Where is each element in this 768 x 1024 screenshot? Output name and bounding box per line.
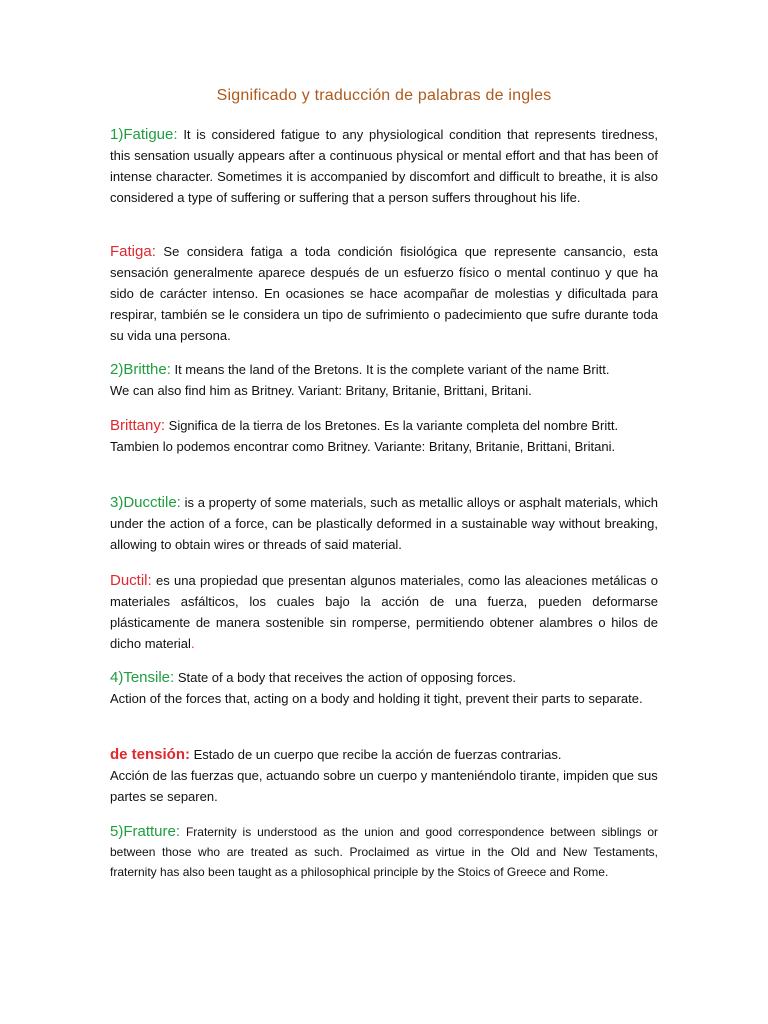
entry-fratture <box>110 822 658 882</box>
term-fatigue: 1)Fatigue: <box>110 126 178 143</box>
term-fatiga: Fatiga: <box>110 243 156 260</box>
entry-fatigue <box>110 124 658 208</box>
definition-de-tension-2: Acción de las fuerzas que, actuando sobre un cuerpo y manteniéndolo tirante, impiden que sus partes se separen. <box>110 768 658 804</box>
entry-fatiga <box>110 241 658 346</box>
term-ducctile: 3)Ducctile: <box>110 494 181 511</box>
term-britthe: 2)Britthe: <box>110 361 171 378</box>
definition-tensile: State of a body that receives the action of opposing forces. <box>174 670 517 685</box>
term-tensile: 4)Tensile: <box>110 669 175 686</box>
entry-tensile <box>110 667 658 709</box>
entry-ductil <box>110 570 658 654</box>
definition-ductil-period: . <box>190 636 195 651</box>
entry-britthe <box>110 359 630 401</box>
term-ductil: Ductil: <box>110 572 152 589</box>
term-brittany: Brittany: <box>110 417 166 434</box>
definition-fratture: Fraternity is understood as the union and good correspondence between siblings or between those who are treated as such. Proclaimed as virtue in the Old and New Testaments, fraternity has also been taught as a philosophical principle by the Stoics of Greece and Rome. <box>110 825 658 879</box>
term-fratture: 5)Fratture: <box>110 823 181 840</box>
document-title: Significado y traducción de palabras de ingles <box>216 87 552 104</box>
definition-fatiga: Se considera fatiga a toda condición fisiológica que represente cansancio, esta sensación generalmente aparece después de un esfuerzo físico o mental continuo y que ha sido de carácter intenso. En ocasiones se hace acompañar de molestias y dificultada para respirar, también se le considera un tipo de sufrimiento o padecimiento que sufre durante toda su vida una persona. <box>110 244 658 343</box>
definition-ducctile: is a property of some materials, such as metallic alloys or asphalt materials, which under the action of a force, can be plastically deformed in a sustainable way without breaking, allowing to obtain wires or threads of said material. <box>110 495 658 552</box>
entry-brittany <box>110 415 640 457</box>
definition-brittany: Significa de la tierra de los Bretones. Es la variante completa del nombre Britt. Tambien lo podemos encontrar como Britney. Variante: Britany, Britanie, Brittani, Britani. <box>110 418 619 454</box>
entry-ducctile <box>110 492 658 555</box>
definition-tensile-2: Action of the forces that, acting on a body and holding it tight, prevent their parts to separate. <box>110 691 643 706</box>
definition-ductil: es una propiedad que presentan algunos materiales, como las aleaciones metálicas o materiales asfálticos, los cuales bajo la acción de una fuerza, pueden deformarse plásticamente de manera sostenible sin romperse, permitiendo obtener alambres o hilos de dicho material <box>110 573 658 651</box>
definition-britthe: It means the land of the Bretons. It is the complete variant of the name Britt. We can also find him as Britney. Variant: Britany, Britanie, Brittani, Britani. <box>110 362 610 398</box>
definition-fatigue: It is considered fatigue to any physiological condition that represents tiredness, this sensation usually appears after a continuous physical or mental effort and that has been of intense character. Sometimes it is accompanied by discomfort and difficult to breathe, it is also considered a type of suffering or suffering that a person suffers throughout his life. <box>110 127 658 205</box>
definition-de-tension: Estado de un cuerpo que recibe la acción de fuerzas contrarias. <box>190 747 562 762</box>
term-de-tension: de tensión: <box>110 746 191 763</box>
entry-de-tension <box>110 744 658 807</box>
